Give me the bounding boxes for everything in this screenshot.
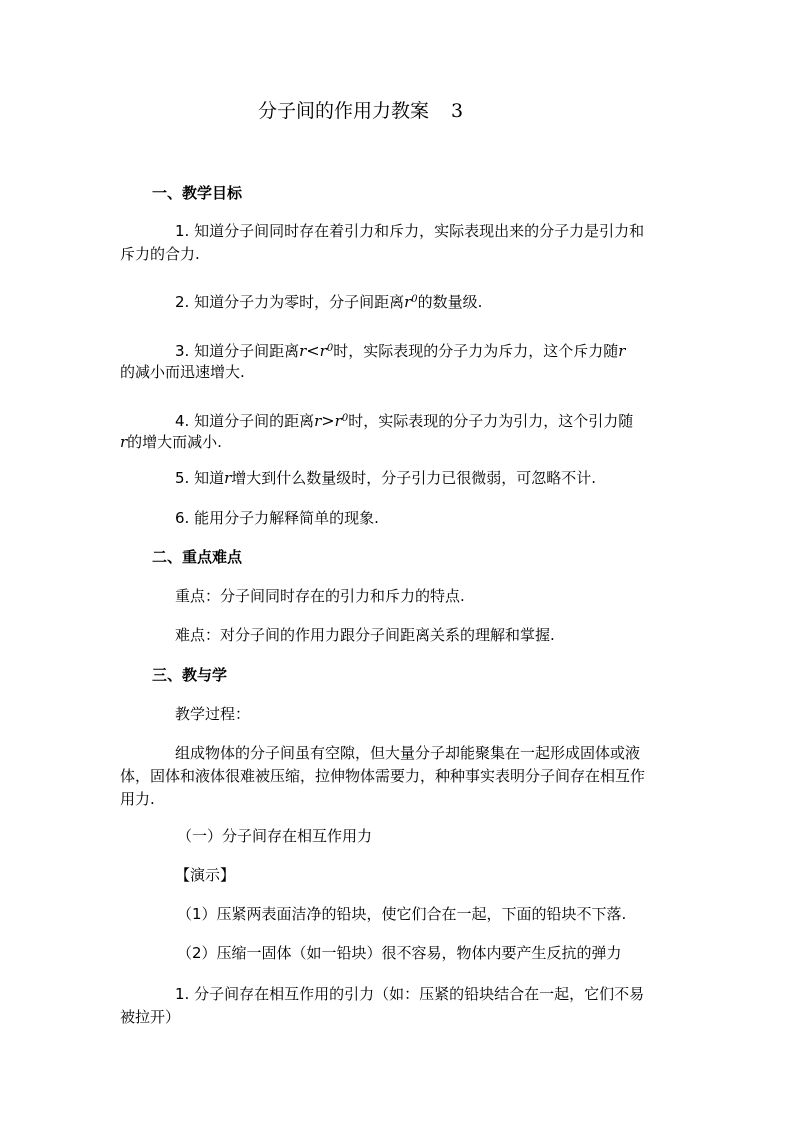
objective-4-text-a: 4. 知道分子间的距离 [175, 412, 315, 430]
section-heading-key-points: 二、重点难点 [152, 548, 243, 566]
title-number: 3 [451, 100, 464, 122]
objective-3-text-c: 的减小而迅速增大. [120, 363, 245, 381]
intro-paragraph-line-1: 组成物体的分子间虽有空隙，但大量分子却能聚集在一起形成固体或液 [175, 744, 641, 762]
r-symbol: r [314, 412, 322, 430]
objective-1-line-2: 斥力的合力. [120, 245, 200, 263]
objective-4-line-1 [175, 408, 633, 432]
subheading-intermolecular-force: （一）分子间存在相互作用力 [177, 827, 373, 845]
key-point: 重点：分子间同时存在的引力和斥力的特点. [175, 587, 465, 605]
title-text: 分子间的作用力教案 [258, 100, 430, 122]
point-1-line-1: 1. 分子间存在相互作用的引力（如：压紧的铅块结合在一起，它们不易 [175, 985, 645, 1003]
objective-6: 6. 能用分子力解释简单的现象. [175, 509, 379, 527]
objective-3-text-b: 时，实际表现的分子力为斥力，这个斥力随 [333, 342, 619, 360]
objective-5 [175, 467, 596, 489]
objective-5-text-b: 增大到什么数量级时，分子引力已很微弱，可忽略不计. [231, 469, 597, 487]
r-symbol: r [224, 469, 232, 487]
objective-4-text-c: 的增大而减小. [127, 433, 222, 451]
demo-1: （1）压紧两表面洁净的铅块，使它们合在一起，下面的铅块不下落. [177, 905, 627, 923]
objective-2-text-b: 的数量级. [417, 293, 483, 311]
intro-paragraph-line-2: 体，固体和液体很难被压缩，拉伸物体需要力，种种事实表明分子间存在相互作 [120, 767, 646, 785]
demo-2: （2）压缩一固体（如一铅块）很不容易，物体内要产生反抗的弹力 [177, 944, 622, 962]
process-label: 教学过程： [175, 705, 251, 723]
document-title [258, 98, 463, 124]
difficulty: 难点：对分子间的作用力跟分子间距离关系的理解和掌握. [175, 626, 555, 644]
objective-2 [175, 289, 482, 313]
r0-symbol: $r^0$ [334, 412, 349, 430]
section-heading-objectives: 一、教学目标 [152, 184, 243, 202]
r-symbol: r [618, 342, 626, 360]
point-1-line-2: 被拉开） [120, 1008, 181, 1026]
objective-4-text-b: 时，实际表现的分子力为引力，这个引力随 [348, 412, 634, 430]
intro-paragraph-line-3: 用力. [120, 790, 155, 808]
section-heading-teaching: 三、教与学 [152, 666, 228, 684]
objective-1-line-1: 1. 知道分子间同时存在着引力和斥力，实际表现出来的分子力是引力和 [175, 222, 645, 240]
objective-4-line-2 [120, 431, 222, 453]
objective-2-text-a: 2. 知道分子力为零时，分子间距离 [175, 293, 405, 311]
demo-label: 【演示】 [175, 866, 236, 884]
less-than-symbol: < [306, 341, 320, 360]
greater-than-symbol: > [321, 411, 335, 430]
r-symbol: r [120, 433, 128, 451]
objective-3-text-a: 3. 知道分子间距离 [175, 342, 300, 360]
objective-3-line-1 [175, 338, 625, 362]
r0-symbol: $r^0$ [404, 293, 418, 311]
r-symbol: r [299, 342, 307, 360]
objective-3-line-2 [120, 361, 245, 383]
objective-5-text-a: 5. 知道 [175, 469, 225, 487]
r0-symbol: $r^0$ [319, 342, 334, 360]
